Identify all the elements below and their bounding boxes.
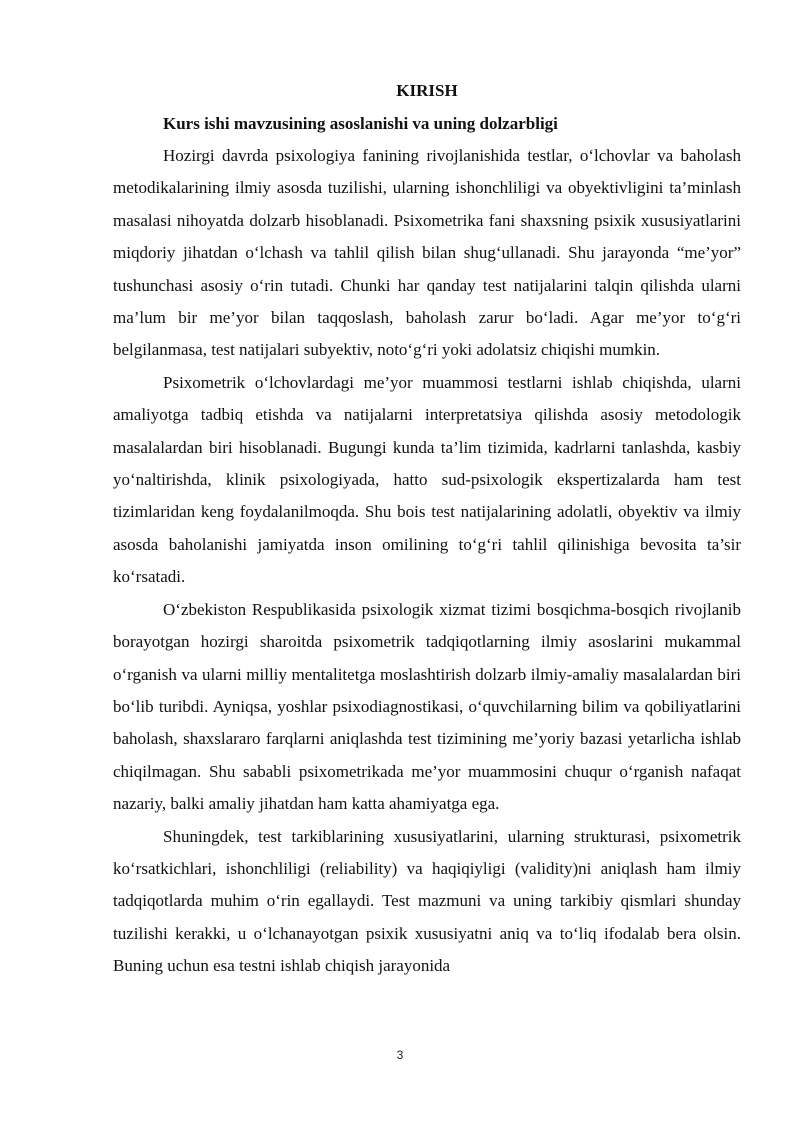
page-content	[113, 74, 741, 983]
paragraph-4: Shuningdek, test tarkiblarining xususiyatlarini, ularning strukturasi, psixometrik ko‘rsatkichlari, ishonchliligi (reliability) va haqiqiyligi (validity)ni aniqlash ham ilmiy tadqiqotlarda muhim o‘rin egallaydi. Test mazmuni va uning tarkibiy qismlari shunday tuzilishi kerakki, u o‘lchanayotgan psixik xususiyatni aniq va to‘liq ifodalab bera olsin. Buning uchun esa testni ishlab chiqish jarayonida	[113, 826, 741, 976]
paragraph-2: Psixometrik o‘lchovlardagi me’yor muammosi testlarni ishlab chiqishda, ularni amaliyotga tadbiq etishda va natijalarni interpretatsiya qilishda asosiy metodologik masalalardan biri hisoblanadi. Bugungi kunda ta’lim tizimida, kadrlarni tanlashda, kasbiy yo‘naltirishda, klinik psixologiyada, hatto sud-psixologik ekspertizalarda ham test tizimlaridan keng foydalanilmoqda. Shu bois test natijalarining adolatli, obyektiv va ilmiy asosda baholanishi jamiyatda inson omilining to‘g‘ri tahlil qilinishiga bevosita ta’sir ko‘rsatadi.	[113, 372, 741, 587]
paragraph-3: O‘zbekiston Respublikasida psixologik xizmat tizimi bosqichma-bosqich rivojlanib borayotgan hozirgi sharoitda psixometrik tadqiqotlarning ilmiy asoslarini mukammal o‘rganish va ularni milliy mentalitetga moslashtirish dolzarb ilmiy-amaliy masalalardan biri bo‘lib turibdi. Ayniqsa, yoshlar psixodiagnostikasi, o‘quvchilarning bilim va qobiliyatlarini baholash, shaxslararo farqlarni aniqlashda test tizimining me’yoriy bazasi yetarlicha ishlab chiqilmagan. Shu sababli psixometrikada me’yor muammosini chuqur o‘rganish nafaqat nazariy, balki amaliy jihatdan ham katta ahamiyatga ega.	[113, 599, 741, 814]
paragraph-1: Hozirgi davrda psixologiya fanining rivojlanishida testlar, o‘lchovlar va baholash metodikalarining ilmiy asosda tuzilishi, ularning ishonchliligi va obyektivligini ta’minlash masalasi nihoyatda dolzarb hisoblanadi. Psixometrika fani shaxsning psixik xususiyatlarini miqdoriy jihatdan o‘lchash va tahlil qilish bilan shug‘ullanadi. Shu jarayonda “me’yor” tushunchasi asosiy o‘rin tutadi. Chunki har qanday test natijalarini talqin qilishda ularni ma’lum bir me’yor bilan taqqoslash, baholash zarur bo‘ladi. Agar me’yor to‘g‘ri belgilanmasa, test natijalari subyektiv, noto‘g‘ri yoki adolatsiz chiqishi mumkin.	[113, 146, 741, 360]
section-subheading: Kurs ishi mavzusining asoslanishi va uning dolzarbligi	[163, 114, 558, 133]
page-heading: KIRISH	[396, 81, 458, 100]
page-number: 3	[396, 1048, 404, 1062]
